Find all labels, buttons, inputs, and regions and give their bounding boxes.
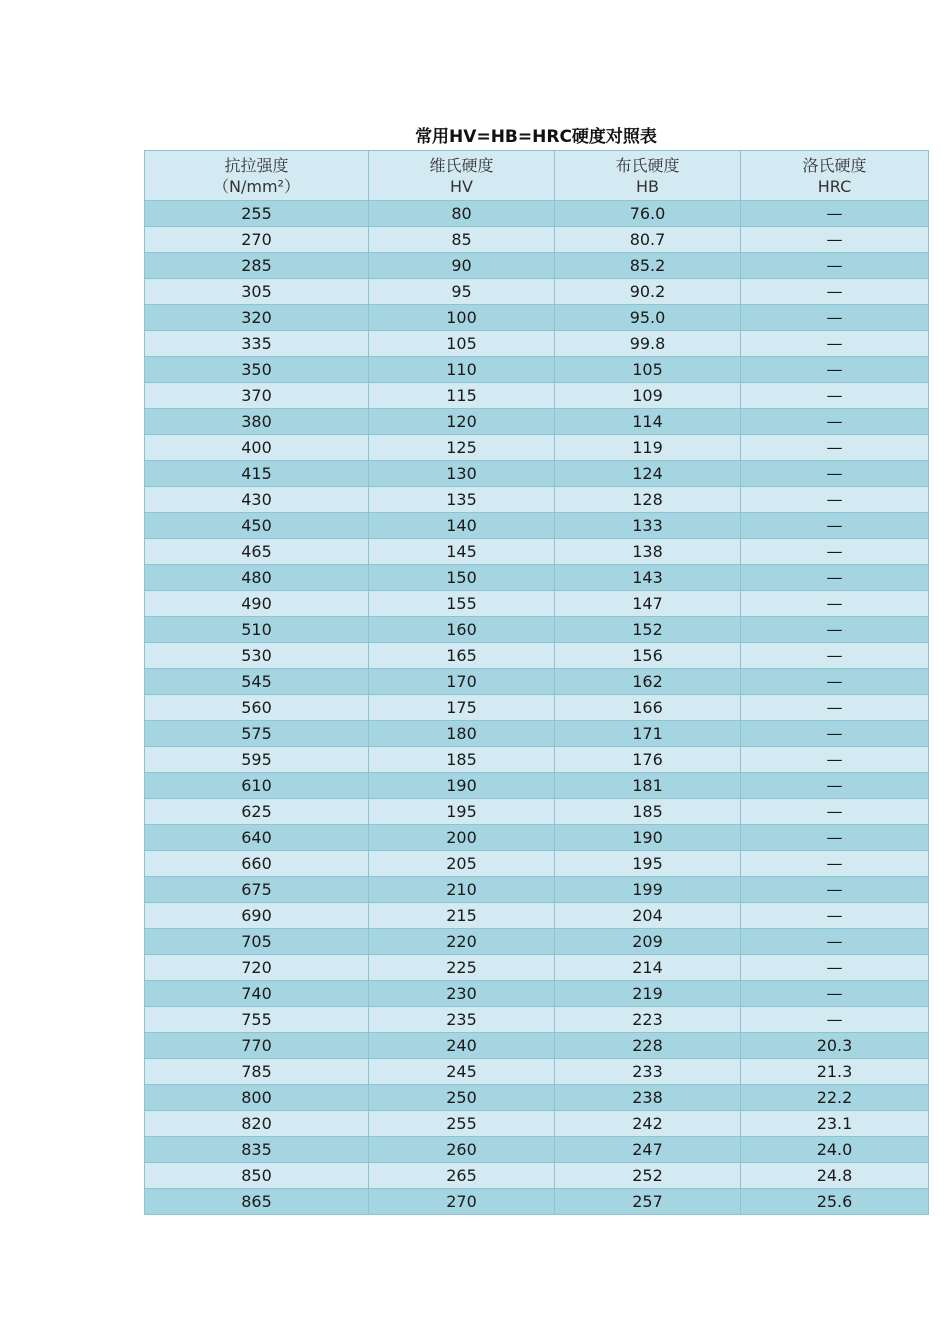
table-row — [145, 929, 929, 955]
table-row — [145, 1033, 929, 1059]
table-row — [145, 461, 929, 487]
table-row — [145, 591, 929, 617]
table-body — [145, 201, 929, 1215]
hb-cell: 257 — [555, 1189, 741, 1215]
page-title: 常用HV=HB=HRC硬度对照表 — [415, 127, 657, 147]
header-unit: HRC — [817, 176, 852, 196]
hv-cell: 210 — [369, 877, 555, 903]
tensile-strength-cell: 285 — [145, 253, 369, 279]
tensile-strength-cell: 800 — [145, 1085, 369, 1111]
hb-cell: 209 — [555, 929, 741, 955]
hrc-cell: 21.3 — [741, 1059, 929, 1085]
hv-cell: 145 — [369, 539, 555, 565]
hv-cell: 130 — [369, 461, 555, 487]
table-row — [145, 695, 929, 721]
header-unit: （N/mm²） — [213, 176, 300, 196]
tensile-strength-cell: 675 — [145, 877, 369, 903]
hrc-cell: — — [741, 981, 929, 1007]
header-label: 维氏硬度 — [429, 155, 494, 175]
table-row — [145, 1111, 929, 1137]
hb-cell: 85.2 — [555, 253, 741, 279]
hrc-cell: — — [741, 513, 929, 539]
table-row — [145, 227, 929, 253]
table-row — [145, 955, 929, 981]
table-row — [145, 253, 929, 279]
table-row — [145, 617, 929, 643]
table-row — [145, 799, 929, 825]
hb-cell: 109 — [555, 383, 741, 409]
tensile-strength-cell: 820 — [145, 1111, 369, 1137]
hb-cell: 252 — [555, 1163, 741, 1189]
hb-cell: 185 — [555, 799, 741, 825]
hb-cell: 247 — [555, 1137, 741, 1163]
header-vickers — [369, 151, 555, 201]
hb-cell: 95.0 — [555, 305, 741, 331]
hv-cell: 200 — [369, 825, 555, 851]
hb-cell: 99.8 — [555, 331, 741, 357]
table-row — [145, 279, 929, 305]
hv-cell: 115 — [369, 383, 555, 409]
hv-cell: 215 — [369, 903, 555, 929]
hv-cell: 185 — [369, 747, 555, 773]
header-label: 布氏硬度 — [615, 155, 680, 175]
hv-cell: 245 — [369, 1059, 555, 1085]
hrc-cell: — — [741, 669, 929, 695]
hrc-cell: 20.3 — [741, 1033, 929, 1059]
hb-cell: 181 — [555, 773, 741, 799]
table-row — [145, 487, 929, 513]
hrc-cell: — — [741, 357, 929, 383]
hv-cell: 90 — [369, 253, 555, 279]
hv-cell: 100 — [369, 305, 555, 331]
hb-cell: 233 — [555, 1059, 741, 1085]
hrc-cell: 24.0 — [741, 1137, 929, 1163]
hrc-cell: — — [741, 227, 929, 253]
table-row — [145, 357, 929, 383]
header-label: 洛氏硬度 — [802, 155, 867, 175]
hb-cell: 119 — [555, 435, 741, 461]
table-row — [145, 1163, 929, 1189]
hv-cell: 85 — [369, 227, 555, 253]
table-row — [145, 669, 929, 695]
hrc-cell: — — [741, 955, 929, 981]
table-row — [145, 383, 929, 409]
hb-cell: 138 — [555, 539, 741, 565]
hv-cell: 125 — [369, 435, 555, 461]
tensile-strength-cell: 660 — [145, 851, 369, 877]
table-row — [145, 851, 929, 877]
hrc-cell: — — [741, 565, 929, 591]
hv-cell: 110 — [369, 357, 555, 383]
tensile-strength-cell: 560 — [145, 695, 369, 721]
hrc-cell: — — [741, 383, 929, 409]
hb-cell: 176 — [555, 747, 741, 773]
hrc-cell: 25.6 — [741, 1189, 929, 1215]
tensile-strength-cell: 610 — [145, 773, 369, 799]
tensile-strength-cell: 755 — [145, 1007, 369, 1033]
hv-cell: 170 — [369, 669, 555, 695]
hb-cell: 114 — [555, 409, 741, 435]
tensile-strength-cell: 320 — [145, 305, 369, 331]
hrc-cell: — — [741, 305, 929, 331]
hb-cell: 228 — [555, 1033, 741, 1059]
hrc-cell: — — [741, 539, 929, 565]
hb-cell: 156 — [555, 643, 741, 669]
hv-cell: 120 — [369, 409, 555, 435]
tensile-strength-cell: 595 — [145, 747, 369, 773]
tensile-strength-cell: 690 — [145, 903, 369, 929]
hv-cell: 260 — [369, 1137, 555, 1163]
table-row — [145, 747, 929, 773]
hb-cell: 171 — [555, 721, 741, 747]
tensile-strength-cell: 850 — [145, 1163, 369, 1189]
hrc-cell: — — [741, 201, 929, 227]
hrc-cell: 24.8 — [741, 1163, 929, 1189]
hv-cell: 250 — [369, 1085, 555, 1111]
table-row — [145, 201, 929, 227]
hrc-cell: 23.1 — [741, 1111, 929, 1137]
hrc-cell: — — [741, 747, 929, 773]
hv-cell: 135 — [369, 487, 555, 513]
hv-cell: 175 — [369, 695, 555, 721]
hrc-cell: — — [741, 1007, 929, 1033]
hrc-cell: — — [741, 617, 929, 643]
hv-cell: 255 — [369, 1111, 555, 1137]
hrc-cell: — — [741, 877, 929, 903]
header-unit: HB — [635, 176, 659, 196]
table-row — [145, 721, 929, 747]
tensile-strength-cell: 770 — [145, 1033, 369, 1059]
tensile-strength-cell: 705 — [145, 929, 369, 955]
hb-cell: 190 — [555, 825, 741, 851]
hv-cell: 150 — [369, 565, 555, 591]
tensile-strength-cell: 625 — [145, 799, 369, 825]
header-row — [145, 151, 929, 201]
tensile-strength-cell: 545 — [145, 669, 369, 695]
hrc-cell: — — [741, 279, 929, 305]
tensile-strength-cell: 740 — [145, 981, 369, 1007]
hv-cell: 160 — [369, 617, 555, 643]
hardness-table — [144, 150, 929, 1215]
table-row — [145, 825, 929, 851]
tensile-strength-cell: 490 — [145, 591, 369, 617]
hv-cell: 105 — [369, 331, 555, 357]
hv-cell: 80 — [369, 201, 555, 227]
hrc-cell: — — [741, 799, 929, 825]
hb-cell: 143 — [555, 565, 741, 591]
header-brinell — [555, 151, 741, 201]
tensile-strength-cell: 380 — [145, 409, 369, 435]
hrc-cell: — — [741, 435, 929, 461]
hrc-cell: — — [741, 721, 929, 747]
hrc-cell: — — [741, 773, 929, 799]
table-row — [145, 1137, 929, 1163]
tensile-strength-cell: 530 — [145, 643, 369, 669]
table-row — [145, 513, 929, 539]
tensile-strength-cell: 640 — [145, 825, 369, 851]
hb-cell: 76.0 — [555, 201, 741, 227]
header-label: 抗拉强度 — [224, 155, 289, 175]
hv-cell: 195 — [369, 799, 555, 825]
header-unit: HV — [450, 176, 473, 196]
hv-cell: 220 — [369, 929, 555, 955]
table-row — [145, 1007, 929, 1033]
hb-cell: 166 — [555, 695, 741, 721]
hrc-cell: — — [741, 487, 929, 513]
header-tensile-strength — [145, 151, 369, 201]
hrc-cell: — — [741, 409, 929, 435]
hb-cell: 214 — [555, 955, 741, 981]
hv-cell: 270 — [369, 1189, 555, 1215]
hv-cell: 265 — [369, 1163, 555, 1189]
tensile-strength-cell: 450 — [145, 513, 369, 539]
table-row — [145, 903, 929, 929]
hb-cell: 80.7 — [555, 227, 741, 253]
hv-cell: 240 — [369, 1033, 555, 1059]
table-row — [145, 435, 929, 461]
table-row — [145, 1059, 929, 1085]
hb-cell: 238 — [555, 1085, 741, 1111]
hv-cell: 190 — [369, 773, 555, 799]
hv-cell: 165 — [369, 643, 555, 669]
tensile-strength-cell: 400 — [145, 435, 369, 461]
tensile-strength-cell: 255 — [145, 201, 369, 227]
tensile-strength-cell: 785 — [145, 1059, 369, 1085]
tensile-strength-cell: 350 — [145, 357, 369, 383]
table-row — [145, 409, 929, 435]
hv-cell: 155 — [369, 591, 555, 617]
tensile-strength-cell: 480 — [145, 565, 369, 591]
table-row — [145, 1085, 929, 1111]
hb-cell: 152 — [555, 617, 741, 643]
hb-cell: 195 — [555, 851, 741, 877]
tensile-strength-cell: 430 — [145, 487, 369, 513]
table-row — [145, 305, 929, 331]
tensile-strength-cell: 370 — [145, 383, 369, 409]
hrc-cell: 22.2 — [741, 1085, 929, 1111]
hb-cell: 147 — [555, 591, 741, 617]
hrc-cell: — — [741, 643, 929, 669]
hb-cell: 128 — [555, 487, 741, 513]
hb-cell: 223 — [555, 1007, 741, 1033]
hrc-cell: — — [741, 903, 929, 929]
tensile-strength-cell: 465 — [145, 539, 369, 565]
table-row — [145, 877, 929, 903]
hb-cell: 199 — [555, 877, 741, 903]
table-row — [145, 565, 929, 591]
hrc-cell: — — [741, 825, 929, 851]
tensile-strength-cell: 835 — [145, 1137, 369, 1163]
tensile-strength-cell: 415 — [145, 461, 369, 487]
tensile-strength-cell: 270 — [145, 227, 369, 253]
tensile-strength-cell: 575 — [145, 721, 369, 747]
hv-cell: 95 — [369, 279, 555, 305]
hb-cell: 219 — [555, 981, 741, 1007]
hv-cell: 235 — [369, 1007, 555, 1033]
tensile-strength-cell: 865 — [145, 1189, 369, 1215]
hb-cell: 105 — [555, 357, 741, 383]
hrc-cell: — — [741, 591, 929, 617]
hv-cell: 225 — [369, 955, 555, 981]
table-row — [145, 773, 929, 799]
hv-cell: 230 — [369, 981, 555, 1007]
hb-cell: 133 — [555, 513, 741, 539]
tensile-strength-cell: 510 — [145, 617, 369, 643]
hv-cell: 180 — [369, 721, 555, 747]
hrc-cell: — — [741, 851, 929, 877]
table-row — [145, 981, 929, 1007]
table-row — [145, 331, 929, 357]
hb-cell: 124 — [555, 461, 741, 487]
tensile-strength-cell: 335 — [145, 331, 369, 357]
hb-cell: 90.2 — [555, 279, 741, 305]
hv-cell: 140 — [369, 513, 555, 539]
hrc-cell: — — [741, 253, 929, 279]
table-row — [145, 643, 929, 669]
header-rockwell — [741, 151, 929, 201]
table-row — [145, 539, 929, 565]
tensile-strength-cell: 305 — [145, 279, 369, 305]
hb-cell: 242 — [555, 1111, 741, 1137]
hrc-cell: — — [741, 331, 929, 357]
hrc-cell: — — [741, 695, 929, 721]
table-row — [145, 1189, 929, 1215]
hv-cell: 205 — [369, 851, 555, 877]
tensile-strength-cell: 720 — [145, 955, 369, 981]
hrc-cell: — — [741, 461, 929, 487]
hb-cell: 162 — [555, 669, 741, 695]
hb-cell: 204 — [555, 903, 741, 929]
hrc-cell: — — [741, 929, 929, 955]
